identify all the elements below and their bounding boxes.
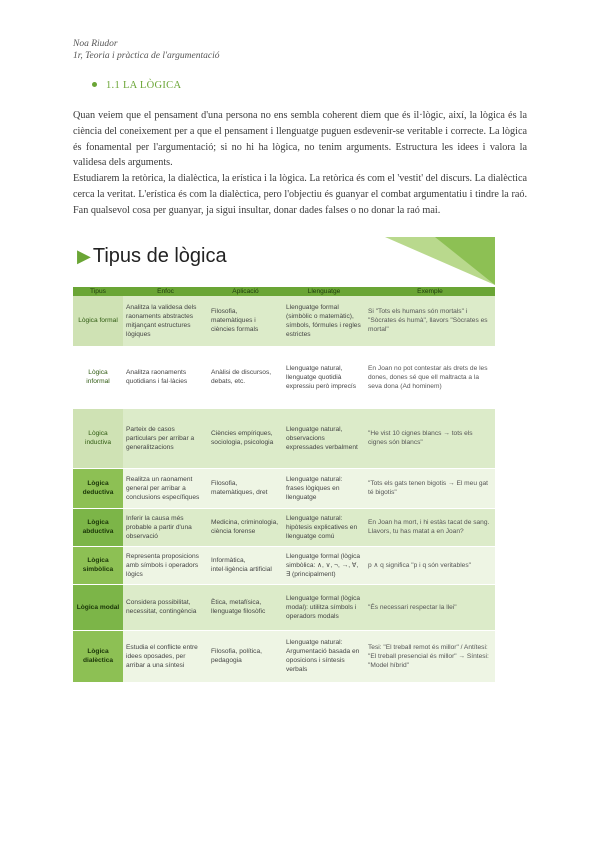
aplicacio-cell: Filosofia, matemàtiques, dret: [208, 468, 283, 508]
logic-types-table: [73, 287, 495, 683]
page-header: [73, 38, 219, 62]
section-heading: [92, 80, 181, 91]
aplicacio-cell: Filosofia, política, pedagogia: [208, 630, 283, 682]
section-title-text: 1.1 LA LÒGICA: [106, 80, 182, 91]
aplicacio-cell: Informàtica, intel·ligència artificial: [208, 546, 283, 584]
table-row: [73, 346, 495, 408]
llenguatge-cell: Llenguatge formal (lògica simbòlica: ∧, ∨, ¬, →, ∀, ∃ (principalment): [283, 546, 365, 584]
type-cell: Lògica deductiva: [73, 468, 123, 508]
llenguatge-cell: Llenguatge natural: hipòtesis explicatives en llenguatge comú: [283, 508, 365, 546]
table-row: [73, 508, 495, 546]
intro-text: [73, 108, 527, 219]
llenguatge-cell: Llenguatge formal (lògica modal): utilitza símbols i operadors modals: [283, 584, 365, 630]
aplicacio-cell: Ètica, metafísica, llenguatge filosòfic: [208, 584, 283, 630]
exemple-cell: En Joan no pot contestar als drets de les dones, dones sé que ell maltracta a la seva dona (Ad hominem): [365, 346, 495, 408]
exemple-cell: Tesi: "El treball remot és millor" / Antítesi: "El treball presencial és millor" → Síntesi: "Model híbrid": [365, 630, 495, 682]
llenguatge-cell: Llenguatge natural, observacions expressades verbalment: [283, 408, 365, 468]
table-row: [73, 546, 495, 584]
table-row: [73, 630, 495, 682]
intro-paragraph-2: Estudiarem la retòrica, la dialèctica, la erística i la lògica. La retòrica és com el 'vestit' del discurs. La dialèctica cerca la veritat. L'erística és com la dialèctica, pero l'objectiu és guanyar el combat argumentatiu i tindre la raó. Fan qualsevol cosa per guanyar, ja sigui insultar, donar dades falses o no donar la raó mai.: [73, 173, 527, 216]
column-header: Exemple: [365, 287, 495, 296]
play-triangle-icon: ▶: [77, 246, 91, 266]
enfoc-cell: Estudia el conflicte entre idees oposades, per arribar a una síntesi: [123, 630, 208, 682]
aplicacio-cell: Ciències empíriques, sociologia, psicologia: [208, 408, 283, 468]
enfoc-cell: Representa proposicions amb símbols i operadors lògics: [123, 546, 208, 584]
enfoc-cell: Realitza un raonament general per arribar a conclusions específiques: [123, 468, 208, 508]
bullet-icon: [92, 82, 97, 87]
exemple-cell: Si "Tots els humans són mortals" i "Sòcrates és humà", llavors "Sòcrates es mortal": [365, 296, 495, 346]
aplicacio-cell: Anàlisi de discursos, debats, etc.: [208, 346, 283, 408]
table-row: [73, 408, 495, 468]
type-cell: Lògica abductiva: [73, 508, 123, 546]
table-header-row: [73, 287, 495, 296]
course-name: 1r, Teoria i pràctica de l'argumentació: [73, 51, 220, 61]
column-header: Llenguatge: [283, 287, 365, 296]
llenguatge-cell: Llenguatge formal (simbòlic o matemàtic), símbols, fórmules i regles estrictes: [283, 296, 365, 346]
table-row: [73, 468, 495, 508]
exemple-cell: "He vist 10 cignes blancs → tots els cignes són blancs": [365, 408, 495, 468]
table-row: [73, 584, 495, 630]
exemple-cell: p ∧ q significa "p i q són veritables": [365, 546, 495, 584]
slide-title-text: Tipus de lògica: [92, 245, 227, 267]
logic-types-slide: [73, 237, 495, 673]
enfoc-cell: Considera possibilitat, necessitat, contingència: [123, 584, 208, 630]
slide-title-bar: [73, 237, 495, 285]
column-header: Tipus: [73, 287, 123, 296]
llenguatge-cell: Llenguatge natural: Argumentació basada en oposicions i síntesis verbals: [283, 630, 365, 682]
type-cell: Lògica informal: [73, 346, 123, 408]
enfoc-cell: Analitza raonaments quotidians i fal·làcies: [123, 346, 208, 408]
type-cell: Lògica formal: [73, 296, 123, 346]
aplicacio-cell: Medicina, criminologia, ciència forense: [208, 508, 283, 546]
exemple-cell: En Joan ha mort, i hi estàs tacat de sang. Llavors, tu has matat a en Joan?: [365, 508, 495, 546]
column-header: Enfoc: [123, 287, 208, 296]
slide-title: [77, 245, 227, 268]
exemple-cell: "És necessari respectar la llei": [365, 584, 495, 630]
enfoc-cell: Parteix de casos particulars per arribar a generalitzacions: [123, 408, 208, 468]
column-header: Aplicació: [208, 287, 283, 296]
enfoc-cell: Analitza la validesa dels raonaments abstractes mitjançant estructures lògiques: [123, 296, 208, 346]
table-row: [73, 296, 495, 346]
type-cell: Lògica dialèctica: [73, 630, 123, 682]
exemple-cell: "Tots els gats tenen bigotis → El meu gat té bigotis": [365, 468, 495, 508]
enfoc-cell: Inferir la causa més probable a partir d'una observació: [123, 508, 208, 546]
type-cell: Lògica inductiva: [73, 408, 123, 468]
llenguatge-cell: Llenguatge natural, llenguatge quotidià expressiu però imprecís: [283, 346, 365, 408]
intro-paragraph-1: Quan veiem que el pensament d'una persona no ens sembla coherent diem que és il·lògic, així, la lògica és la ciència del coneixement per a que el pensament i llenguatge puguen esdevenir-se veritable i correcte. La lògica és fonamental per l'argumentació; si no hi ha lògica, no tenim arguments. Estructura les idees i valora la validesa dels arguments.: [73, 110, 527, 169]
llenguatge-cell: Llenguatge natural: frases lògiques en llenguatge: [283, 468, 365, 508]
type-cell: Lògica simbòlica: [73, 546, 123, 584]
aplicacio-cell: Filosofia, matemàtiques i ciències formals: [208, 296, 283, 346]
slide-decoration-accent: [435, 237, 495, 285]
author-name: Noa Riudor: [73, 39, 118, 49]
type-cell: Lògica modal: [73, 584, 123, 630]
